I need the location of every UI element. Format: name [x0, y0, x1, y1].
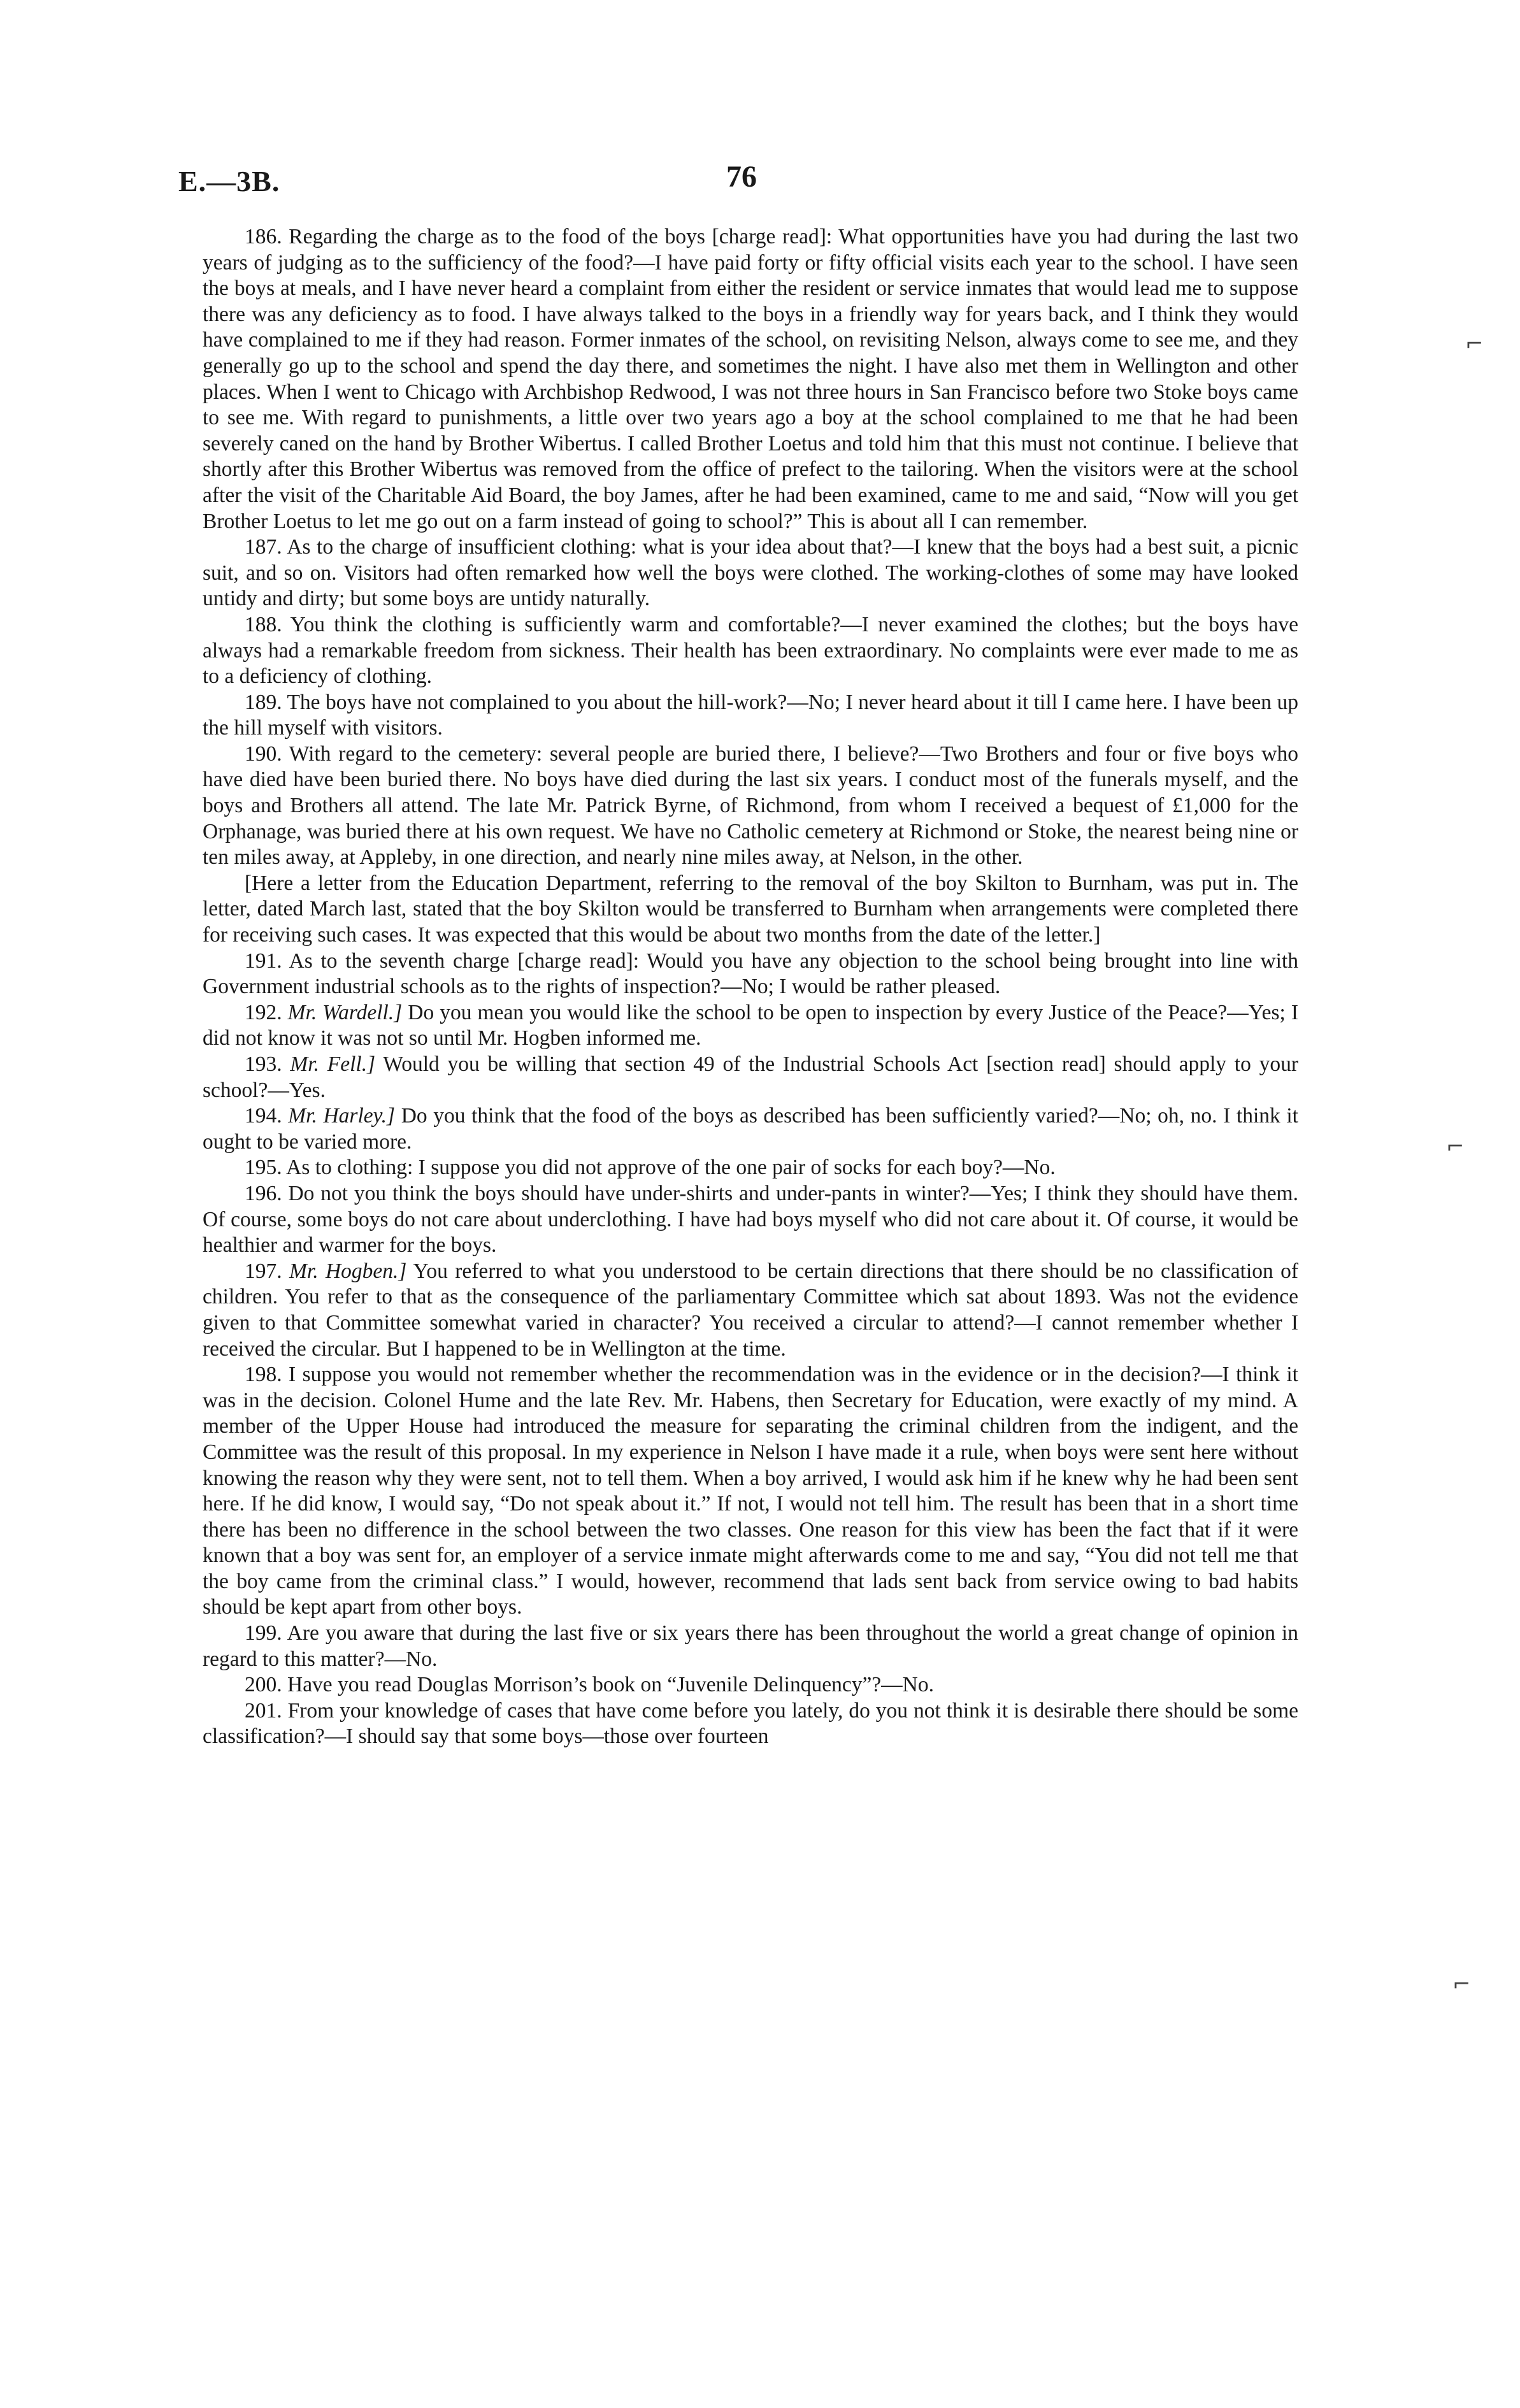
report-reference: E.—3B. — [178, 165, 280, 197]
paragraph-196: 196. Do not you think the boys should have under-shirts and under-pants in winter?—Yes; I think they should have them. Of course, some boys do not care about underclothing. I have had boys myself who did not care about it. Of course, it would be healthier and warmer for the boys. — [203, 1181, 1298, 1258]
paragraph-194: 194. Mr. Harley.] Do you think that the food of the boys as described has been sufficiently varied?—No; oh, no. I think it ought to be varied more. — [203, 1104, 1298, 1154]
paragraph-190: 190. With regard to the cemetery: several people are buried there, I believe?—Two Brothers and four or five boys who have died have been buried there. No boys have died during the last six years. I conduct most of the funerals myself, and the boys and Brothers all attend. The late Mr. Patrick Byrne, of Richmond, from whom I received a bequest of £1,000 for the Orphanage, was buried there at his own request. We have no Catholic cemetery at Richmond or Stoke, the nearest being nine or ten miles away, at Appleby, in one direction, and nearly nine miles away, at Nelson, in the other. — [203, 742, 1298, 870]
paragraph-191: 191. As to the seventh charge [charge read]: Would you have any objection to the school being brought into line with Government industrial schools as to the rights of inspection?—No; I would be rather pleased. — [203, 949, 1298, 999]
question-number: 197. — [245, 1259, 282, 1283]
paragraph-198: 198. I suppose you would not remember whether the recommendation was in the evidence or in the decision?—I think it was in the decision. Colonel Hume and the late Rev. Mr. Habens, then Secretary for Education, were exactly of my mind. A member of the Upper House had introduced the measure for separating the criminal children from the indigent, and the Committee was the result of this proposal. In my experience in Nelson I have made it a rule, when boys were sent here without knowing the reason why they were sent, not to tell them. When a boy arrived, I would ask him if he knew why he had been sent here. If he did know, I would say, “Do not speak about it.” If not, I would not tell him. The result has been that in a short time there has been no difference in the school between the two classes. One reason for this view has been the fact that if it were known that a boy was sent for, an employer of a service inmate might afterwards come to me and say, “You did not tell me that the boy came from the criminal class.” I would, however, recommend that lads sent back from service owing to bad habits should be kept apart from other boys. — [203, 1363, 1298, 1619]
paragraph-186: 186. Regarding the charge as to the food of the boys [charge read]: What opportunities have you had during the last two years of judging as to the sufficiency of the food?—I have paid forty or fifty official visits each year to the school. I have seen the boys at meals, and I have never heard a complaint from either the resident or service inmates that would lead me to suppose there was any deficiency as to food. I have always talked to the boys in a friendly way for years back, and I think they would have complained to me if they had reason. Former inmates of the school, on revisiting Nelson, always come to see me, and they generally go up to the school and spend the day there, and sometimes the night. I have also met them in Wellington and other places. When I went to Chicago with Archbishop Redwood, I was not three hours in San Francisco before two Stoke boys came to see me. With regard to punishments, a little over two years ago a boy at the school complained to me that he had been severely caned on the hand by Brother Wibertus. I called Brother Loetus and told him that this must not continue. I believe that shortly after this Brother Wibertus was removed from the office of prefect to the tailoring. When the visitors were at the school after the visit of the Charitable Aid Board, the boy James, after he had been examined, came to me and said, “Now will you get Brother Loetus to let me go out on a farm instead of going to school?” This is about all I can remember. — [203, 225, 1298, 533]
paragraph-189: 189. The boys have not complained to you about the hill-work?—No; I never heard about it till I came here. I have been up the hill myself with visitors. — [203, 690, 1298, 740]
paragraph-188: 188. You think the clothing is sufficiently warm and comfortable?—I never examined the clothes; but the boys have always had a remarkable freedom from sickness. Their health has been extraordinary. No complaints were ever made to me as to a deficiency of clothing. — [203, 612, 1298, 689]
question-number: 194. — [245, 1104, 282, 1128]
paragraph-199: 199. Are you aware that during the last five or six years there has been throughout the world a great change of opinion in regard to this matter?—No. — [203, 1621, 1298, 1671]
body-text — [203, 224, 1298, 1750]
paragraph-195: 195. As to clothing: I suppose you did not approve of the one pair of socks for each boy?—No. — [245, 1156, 1056, 1180]
question-number: 192. — [245, 1000, 282, 1024]
margin-mark: ⌐ — [1452, 1972, 1471, 1997]
question-number: 193. — [245, 1052, 282, 1076]
speaker-label: Mr. Hogben.] — [289, 1259, 407, 1283]
paragraph-192: 192. Mr. Wardell.] Do you mean you would like the school to be open to inspection by every Justice of the Peace?—Yes; I did not know it was not so until Mr. Hogben informed me. — [203, 1000, 1299, 1050]
paragraph-197: 197. Mr. Hogben.] You referred to what you understood to be certain directions that there should be no classification of children. You refer to that as the consequence of the parliamentary Committee which sat about 1893. Was not the evidence given to that Committee somewhat varied in character? You received a circular to attend?—I cannot remember whether I received the circular. But I happened to be in Wellington at the time. — [203, 1259, 1299, 1361]
paragraph-letter-note: [Here a letter from the Education Department, referring to the removal of the boy Skilton to Burnham, was put in. The letter, dated March last, stated that the boy Skilton would be transferred to Burnham when arrangements were completed there for receiving such cases. It was expected that this would be about two months from the date of the letter.] — [203, 871, 1298, 947]
paragraph-201: 201. From your knowledge of cases that have come before you lately, do you not think it is desirable there should be some classification?—I should say that some boys—those over fourteen — [203, 1698, 1298, 1749]
speaker-label: Mr. Fell.] — [290, 1052, 376, 1076]
paragraph-193: 193. Mr. Fell.] Would you be willing that section 49 of the Industrial Schools Act [section read] should apply to your school?—Yes. — [203, 1052, 1298, 1102]
speaker-label: Mr. Harley.] — [288, 1104, 396, 1128]
paragraph-200: 200. Have you read Douglas Morrison’s book on “Juvenile Delinquency”?—No. — [245, 1673, 934, 1697]
margin-mark: ⌐ — [1465, 331, 1484, 357]
speaker-label: Mr. Wardell.] — [287, 1000, 403, 1024]
margin-mark: ⌐ — [1446, 1134, 1465, 1159]
paragraph-187: 187. As to the charge of insufficient clothing: what is your idea about that?—I knew that the boys had a best suit, a picnic suit, and so on. Visitors had often remarked how well the boys were clothed. The working-clothes of some may have looked untidy and dirty; but some boys are untidy naturally. — [203, 535, 1298, 611]
page-number: 76 — [726, 160, 757, 194]
